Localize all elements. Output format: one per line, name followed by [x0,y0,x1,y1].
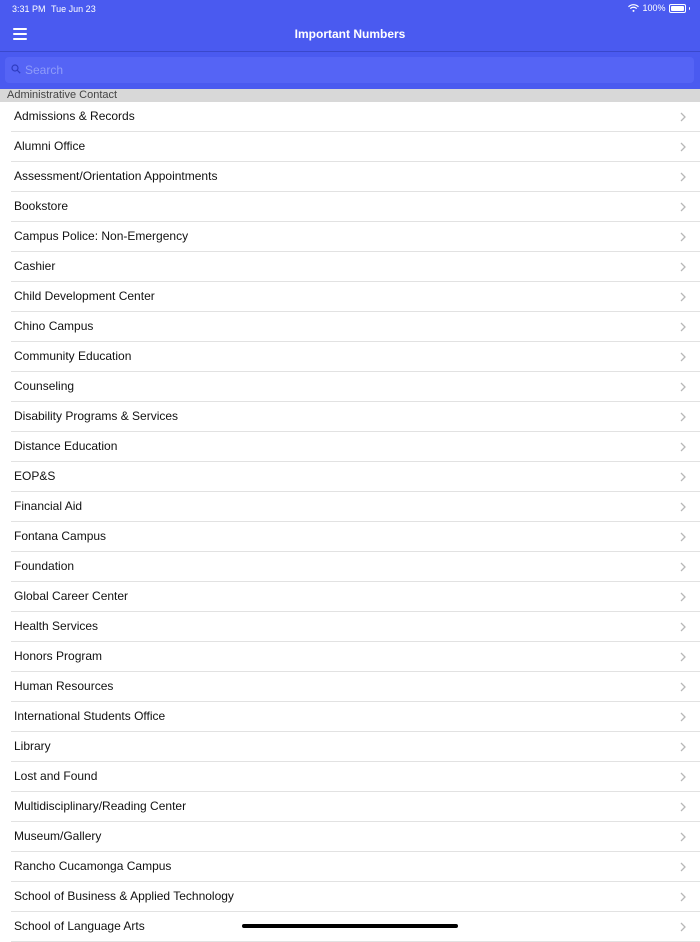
list-item[interactable] [0,132,700,162]
list-item[interactable] [0,432,700,462]
list-item[interactable] [0,642,700,672]
list-item-label: EOP&S [14,469,56,483]
list-item[interactable] [0,342,700,372]
status-date: Tue Jun 23 [51,4,96,14]
search-icon [11,64,21,74]
list-item-label: Foundation [14,559,75,573]
chevron-right-icon [680,292,686,302]
battery-percent: 100% [642,3,666,13]
list-item[interactable] [0,522,700,552]
list-item-label: Human Resources [14,679,114,693]
chevron-right-icon [680,862,686,872]
chevron-right-icon [680,772,686,782]
chevron-right-icon [680,922,686,932]
list-item-label: Library [14,739,51,753]
home-indicator[interactable] [242,924,458,928]
list-item[interactable] [0,312,700,342]
list-item[interactable] [0,612,700,642]
chevron-right-icon [680,112,686,122]
list-item[interactable] [0,882,700,912]
chevron-right-icon [680,502,686,512]
list-item-label: Global Career Center [14,589,129,603]
chevron-right-icon [680,712,686,722]
status-time: 3:31 PM [12,4,46,14]
list-item[interactable] [0,732,700,762]
list-item[interactable] [0,492,700,522]
list-item-label: Counseling [14,379,75,393]
list-item-label: Financial Aid [14,499,83,513]
chevron-right-icon [680,352,686,362]
chevron-right-icon [680,652,686,662]
chevron-right-icon [680,442,686,452]
list-item-label: Health Services [14,619,99,633]
section-header: Administrative Contact [0,89,700,102]
contact-list [0,102,700,942]
chevron-right-icon [680,892,686,902]
list-item[interactable] [0,762,700,792]
chevron-right-icon [680,802,686,812]
chevron-right-icon [680,592,686,602]
battery-tip [689,7,691,10]
list-item-label: Cashier [14,259,56,273]
navigation-bar [0,18,700,52]
chevron-right-icon [680,832,686,842]
list-item[interactable] [0,462,700,492]
battery-icon [669,4,686,13]
chevron-right-icon [680,202,686,212]
list-item[interactable] [0,552,700,582]
search-input[interactable] [5,57,694,83]
list-item-label: Assessment/Orientation Appointments [14,169,218,183]
chevron-right-icon [680,532,686,542]
chevron-right-icon [680,142,686,152]
list-item-label: Admissions & Records [14,109,135,123]
list-item-label: Alumni Office [14,139,86,153]
chevron-right-icon [680,472,686,482]
status-bar [0,0,700,18]
status-indicators [628,3,690,13]
list-item[interactable] [0,162,700,192]
list-item[interactable] [0,822,700,852]
list-item-label: Distance Education [14,439,118,453]
chevron-right-icon [680,682,686,692]
list-item-label: Chino Campus [14,319,94,333]
chevron-right-icon [680,382,686,392]
chevron-right-icon [680,622,686,632]
chevron-right-icon [680,172,686,182]
list-item-label: Fontana Campus [14,529,107,543]
list-item[interactable] [0,582,700,612]
list-item[interactable] [0,252,700,282]
list-item[interactable] [0,102,700,132]
list-item-label: Museum/Gallery [14,829,102,843]
list-item-label: Disability Programs & Services [14,409,179,423]
list-item[interactable] [0,702,700,732]
header [0,0,700,89]
wifi-icon [628,4,639,12]
list-item[interactable] [0,402,700,432]
chevron-right-icon [680,412,686,422]
chevron-right-icon [680,322,686,332]
search-bar [5,57,694,83]
list-item-label: Rancho Cucamonga Campus [14,859,172,873]
list-item[interactable] [0,852,700,882]
list-item-label: Campus Police: Non-Emergency [14,229,189,243]
battery-level [671,6,684,11]
list-item-label: Honors Program [14,649,103,663]
page-title: Important Numbers [294,27,406,41]
list-item-label: Lost and Found [14,769,98,783]
list-item[interactable] [0,672,700,702]
list-item[interactable] [0,372,700,402]
chevron-right-icon [680,232,686,242]
list-item[interactable] [0,792,700,822]
list-item-label: Community Education [14,349,132,363]
list-item[interactable] [0,192,700,222]
list-item[interactable] [0,222,700,252]
list-item[interactable] [0,282,700,312]
list-item-label: Child Development Center [14,289,155,303]
list-item-label: Bookstore [14,199,69,213]
chevron-right-icon [680,562,686,572]
list-item-label: School of Business & Applied Technology [14,889,234,903]
chevron-right-icon [680,262,686,272]
list-item-label: School of Language Arts [14,919,145,933]
list-item-label: Multidisciplinary/Reading Center [14,799,187,813]
list-item-label: International Students Office [14,709,166,723]
chevron-right-icon [680,742,686,752]
